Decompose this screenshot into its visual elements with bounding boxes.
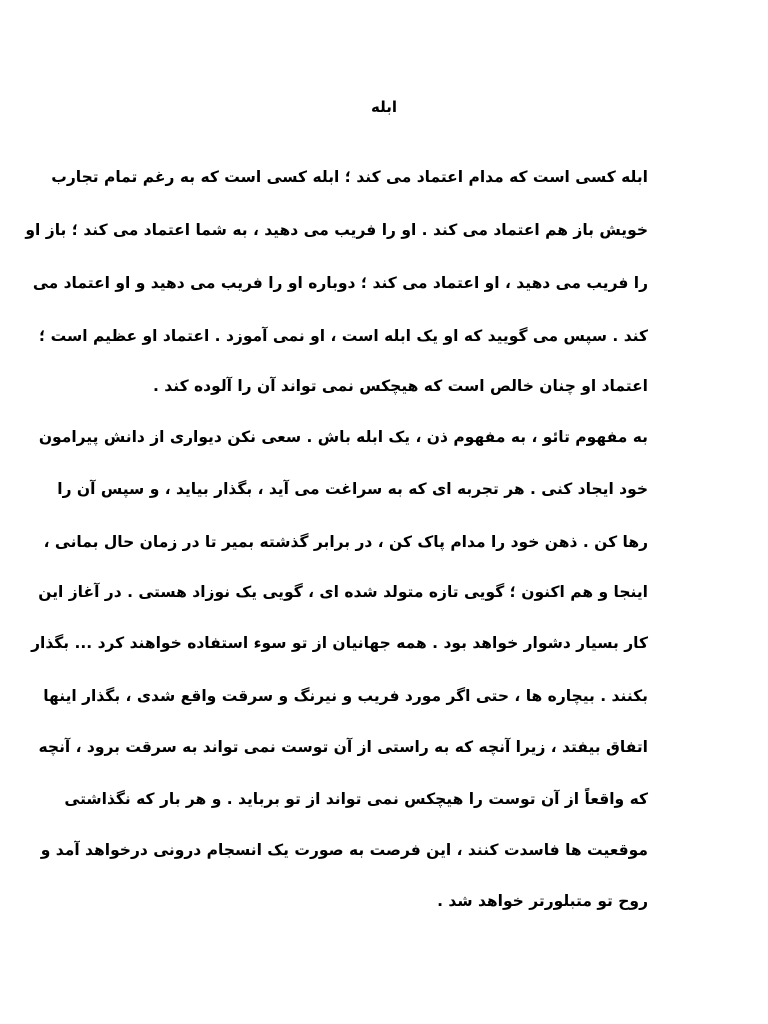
text-line: کار بسیار دشوار خواهد بود . همه جهانیان از تو سوء استفاده خواهند کرد ... بگذار bbox=[31, 634, 648, 652]
text-line: رها کن . ذهن خود را مدام پاک کن ، در برابر گذشته بمیر تا در زمان حال بمانی ، bbox=[43, 533, 648, 551]
text-line: را فریب می دهید ، او اعتماد می کند ؛ دوباره او را فریب می دهید و او اعتماد می bbox=[32, 274, 648, 292]
text-line: خود ایجاد کنی . هر تجربه ای که به سراغت می آید ، بگذار بیاید ، و سپس آن را bbox=[57, 480, 648, 498]
text-line: اتفاق بیفتد ، زیرا آنچه که به راستی از آن توست نمی تواند به سرقت برود ، آنچه bbox=[38, 738, 648, 756]
text-line: خویش باز هم اعتماد می کند . او را فریب می دهید ، به شما اعتماد می کند ؛ باز او bbox=[25, 221, 648, 239]
text-line: کند . سپس می گویید که او یک ابله است ، او نمی آموزد . اعتماد او عظیم است ؛ bbox=[39, 327, 648, 345]
text-line: ابله کسی است که مدام اعتماد می کند ؛ ابله کسی است که به رغم تمام تجارب bbox=[51, 168, 648, 186]
text-line: اعتماد او چنان خالص است که هیچکس نمی تواند آن را آلوده کند . bbox=[153, 377, 648, 395]
text-line: به مفهوم تائو ، به مفهوم ذن ، یک ابله باش . سعی نکن دیواری از دانش پیرامون bbox=[38, 428, 648, 446]
text-line: که واقعاً از آن توست را هیچکس نمی تواند از تو برباید . و هر بار که نگذاشتی bbox=[64, 790, 648, 808]
page-title: ابله bbox=[371, 98, 397, 116]
text-line: موقعیت ها فاسدت کنند ، این فرصت به صورت یک انسجام درونی درخواهد آمد و bbox=[40, 841, 648, 859]
text-line: روح تو متبلورتر خواهد شد . bbox=[437, 892, 648, 910]
text-line: اینجا و هم اکنون ؛ گویی تازه متولد شده ای ، گویی یک نوزاد هستی . در آغاز این bbox=[38, 583, 648, 601]
text-line: بکنند . بیچاره ها ، حتی اگر مورد فریب و نیرنگ و سرقت واقع شدی ، بگذار اینها bbox=[43, 687, 648, 705]
